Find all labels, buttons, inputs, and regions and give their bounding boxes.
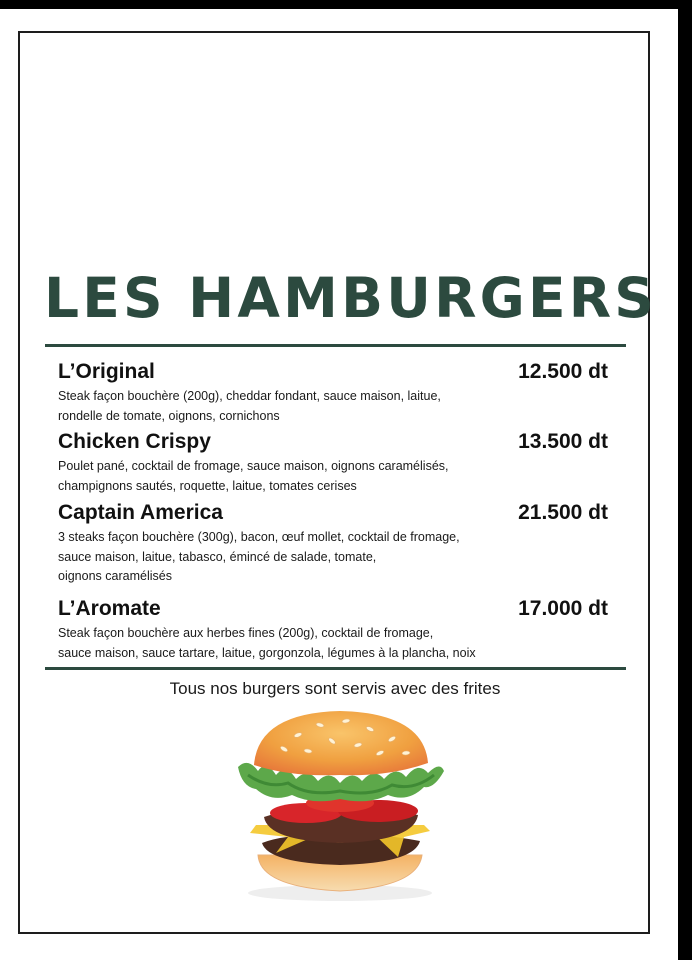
item-description: 3 steaks façon bouchère (300g), bacon, œuf mollet, cocktail de fromage, sauce maison, laitue, tabasco, émincé de salade, tomate, oignons caramélisés: [58, 530, 460, 583]
item-price: 13.500 dt: [518, 430, 608, 453]
item-price: 12.500 dt: [518, 360, 608, 383]
footer-note: Tous nos burgers sont servis avec des frites: [169, 679, 501, 698]
top-border-band: [0, 0, 692, 9]
item-description: Steak façon bouchère (200g), cheddar fondant, sauce maison, laitue, rondelle de tomate, oignons, cornichons: [58, 389, 441, 423]
item-description: Steak façon bouchère aux herbes fines (200g), cocktail de fromage, sauce maison, sauce tartare, laitue, gorgonzola, légumes à la plancha, noix: [58, 626, 476, 660]
menu-item: [58, 500, 614, 587]
burger-illustration: [228, 705, 452, 905]
menu-item: [58, 359, 614, 426]
top-divider: [45, 344, 626, 347]
menu-item: [58, 429, 614, 496]
right-border-band: [678, 0, 692, 960]
item-name: Captain America: [58, 501, 223, 524]
item-description: Poulet pané, cocktail de fromage, sauce maison, oignons caramélisés, champignons sautés, roquette, laitue, tomates cerises: [58, 459, 449, 493]
item-price: 17.000 dt: [518, 597, 608, 620]
item-name: L’Original: [58, 360, 155, 383]
bottom-divider: [45, 667, 626, 670]
item-name: Chicken Crispy: [58, 430, 211, 453]
menu-title: LES HAMBURGERS: [44, 266, 658, 330]
item-name: L’Aromate: [58, 597, 161, 620]
item-price: 21.500 dt: [518, 501, 608, 524]
menu-item: [58, 596, 614, 663]
